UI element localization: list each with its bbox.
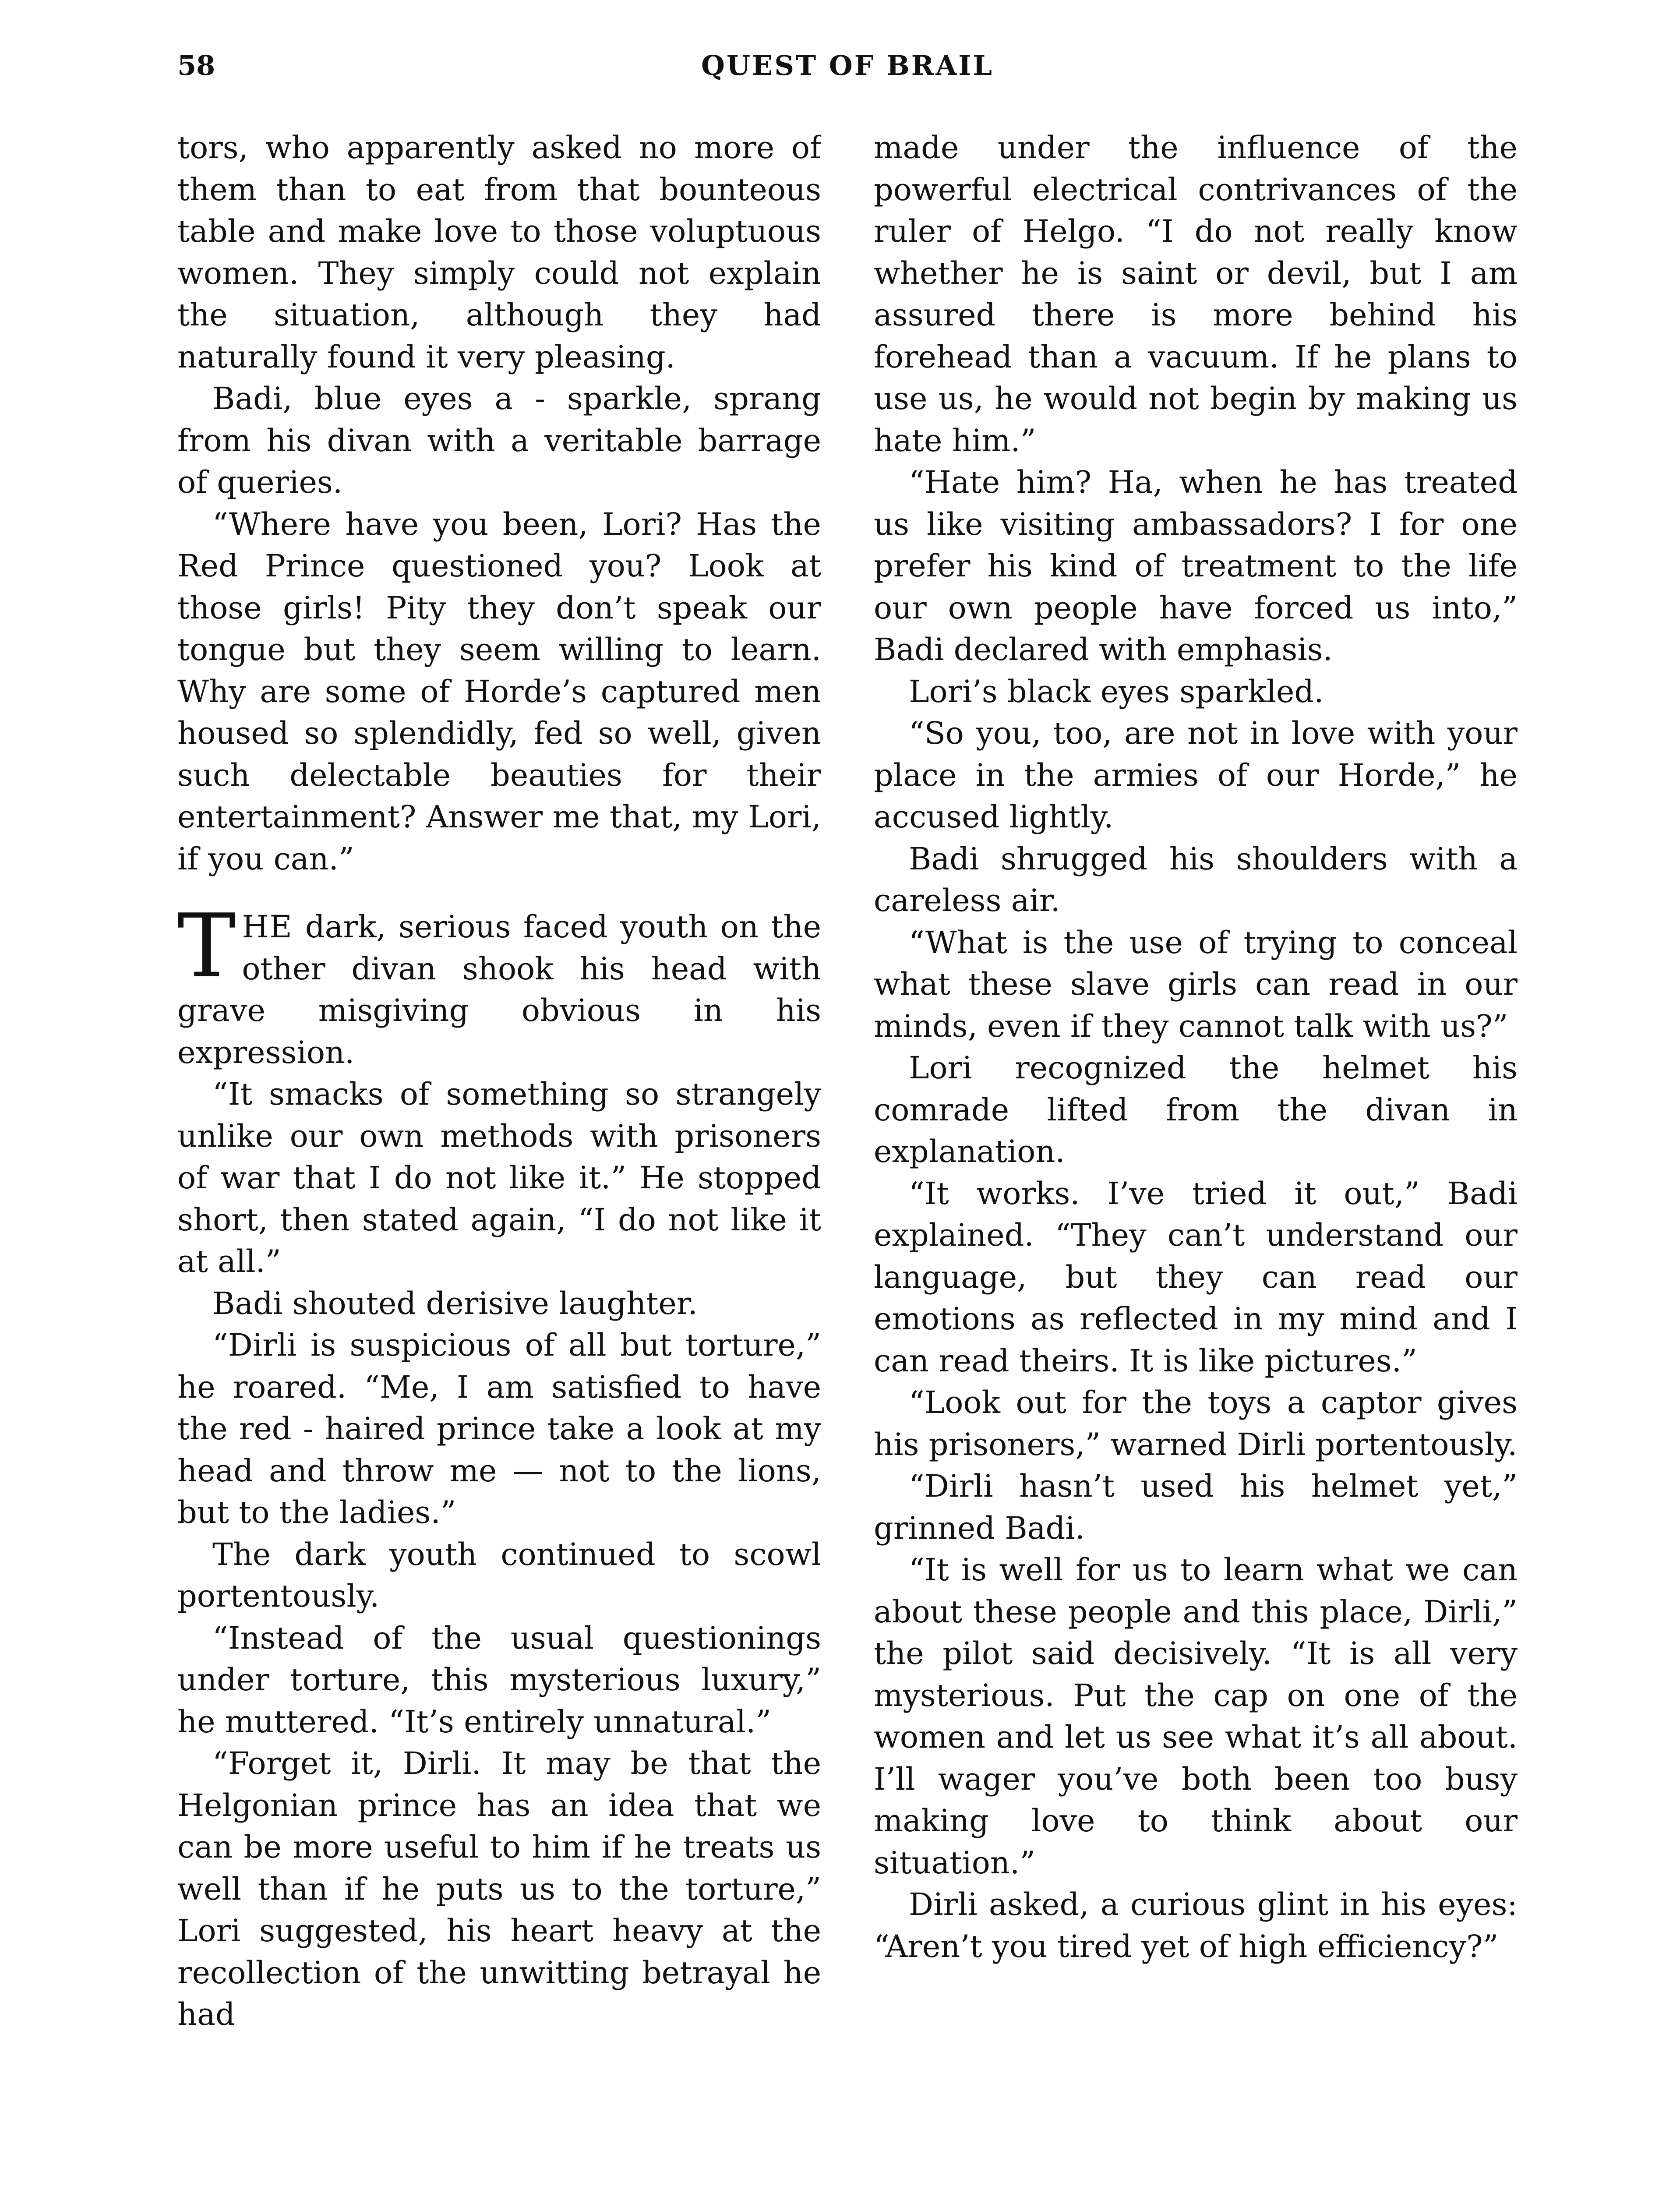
paragraph: “Forget it, Dirli. It may be that the Helgonian prince has an idea that we can be more useful to him if he treats us well than if he puts us to the torture,” Lori suggested, his heart heavy at the recollection of the unwitting betrayal he had <box>177 1745 821 2032</box>
paragraph: Lori recognized the helmet his comrade lifted from the divan in explanation. <box>874 1050 1518 1169</box>
paragraph: Badi, blue eyes a - sparkle, sprang from his divan with a veritable barrage of queries. <box>177 381 821 500</box>
paragraph: The dark youth continued to scowl portentously. <box>177 1536 821 1614</box>
paragraph-text: dark, serious faced youth on the other divan shook his head with grave misgiving obvious in his expression. <box>177 909 821 1070</box>
paragraph: “It works. I’ve tried it out,” Badi explained. “They can’t understand our language, but they can read our emotions as reflected in my mind and I can read theirs. It is like pictures.” <box>874 1175 1518 1379</box>
paragraph: “Where have you been, Lori? Has the Red Prince questioned you? Look at those girls! Pity they don’t speak our tongue but they seem willing to learn. Why are some of Horde’s captured men housed so splendidly, fed so well, given such delectable beauties for their entertainment? Answer me that, my Lori, if you can.” <box>177 506 821 877</box>
page-header <box>177 46 1518 85</box>
paragraph: Badi shrugged his shoulders with a careless air. <box>874 841 1518 918</box>
paragraph: “Look out for the toys a captor gives his prisoners,” warned Dirli portentously. <box>874 1385 1518 1462</box>
drop-cap: T <box>177 895 236 997</box>
page-number: 58 <box>177 49 215 81</box>
paragraph: “Hate him? Ha, when he has treated us like visiting ambassadors? I for one prefer his kind of treatment to the life our own people have forced us into,” Badi declared with emphasis. <box>874 464 1518 668</box>
paragraph: tors, who apparently asked no more of them than to eat from that bounteous table and make love to those voluptuous women. They simply could not explain the situation, although they had naturally found it very pleasing. <box>177 130 821 375</box>
paragraph: “What is the use of trying to conceal what these slave girls can read in our minds, even if they cannot talk with us?” <box>874 924 1518 1044</box>
paragraph: “It is well for us to learn what we can about these people and this place, Dirli,” the pilot said decisively. “It is all very mysterious. Put the cap on one of the women and let us see what it’s all about. I’ll wager you’ve both been too busy making love to think about our situation.” <box>874 1552 1518 1881</box>
right-column <box>874 127 1518 2190</box>
paragraph: “Dirli is suspicious of all but torture,” he roared. “Me, I am satisfied to have the red - haired prince take a look at my head and throw me — not to the lions, but to the ladies.” <box>177 1327 821 1530</box>
paragraph: Dirli asked, a curious glint in his eyes: “Aren’t you tired yet of high efficiency?” <box>874 1886 1518 1964</box>
small-caps-word: HE <box>242 909 293 945</box>
paragraph: Badi shouted derisive laughter. <box>212 1285 698 1321</box>
running-title: QUEST OF BRAIL <box>701 49 994 81</box>
paragraph: made under the influence of the powerful electrical contrivances of the ruler of Helgo. “I do not really know whether he is saint or devil, but I am assured there is more behind his forehead than a vacuum. If he plans to use us, he would not begin by making us hate him.” <box>874 130 1518 459</box>
text-columns <box>177 127 1518 2190</box>
dropcap-paragraph <box>177 895 821 1074</box>
paragraph: “Instead of the usual questionings under torture, this mysterious luxury,” he muttered. “It’s entirely unnatural.” <box>177 1620 821 1740</box>
paragraph: “Dirli hasn’t used his helmet yet,” grinned Badi. <box>874 1468 1518 1546</box>
paragraph: Lori’s black eyes sparkled. <box>909 673 1324 710</box>
paragraph: “It smacks of something so strangely unlike our own methods with prisoners of war that I do not like it.” He stopped short, then stated again, “I do not like it at all.” <box>177 1076 821 1279</box>
left-column <box>177 127 821 2190</box>
paragraph: “So you, too, are not in love with your place in the armies of our Horde,” he accused lightly. <box>874 715 1518 835</box>
